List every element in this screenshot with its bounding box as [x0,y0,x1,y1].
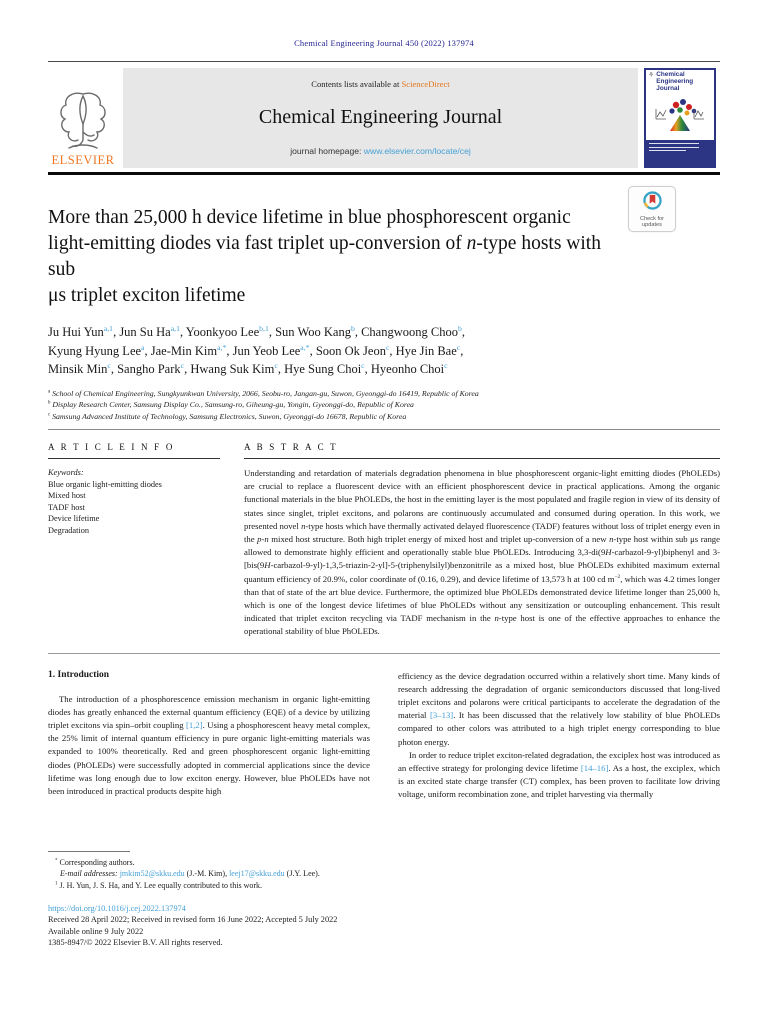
footnote-divider [48,851,130,852]
journal-title: Chemical Engineering Journal [258,106,503,128]
footnote-contribution: $^1$ J. H. Yun, J. S. Ha, and Y. Lee equally contributed to this work. [55,880,263,890]
abstract-heading: A B S T R A C T [244,442,338,452]
homepage-line [123,146,638,156]
elsevier-tree-icon [57,90,109,152]
abstract-column [244,442,720,639]
keyword-item: Degradation [48,525,90,535]
affiliation-c: $^c$ Samsung Advanced Institute of Technology, Samsung Electronics, Suwon, Gyeonggi-do 16678, Republic of Korea [48,411,407,421]
body-column-right [398,670,720,802]
contents-line [123,79,638,89]
affiliations-divider [48,429,720,430]
keyword-item: Device lifetime [48,514,100,523]
check-updates-icon [642,190,663,216]
sciencedirect-link[interactable]: ScienceDirect [401,79,450,89]
keywords-label: Keywords: [48,468,84,477]
elsevier-logo[interactable] [48,68,118,168]
available-online: Available online 9 July 2022 [48,926,144,936]
body-column-left [48,670,370,802]
homepage-link[interactable]: www.elsevier.com/locate/cej [363,146,471,156]
cover-tree-icon: ⚘ [648,71,655,79]
keyword-item: Blue organic light-emitting diodes [48,479,162,489]
affiliations [48,388,720,423]
article-info-heading: A R T I C L E I N F O [48,442,175,452]
journal-cover-thumbnail[interactable] [644,68,716,168]
authors-line: Ju Hui Yun$^{a,1}$, Jun Su Ha$^{a,1}$, Yoonkyoo Lee$^{b,1}$, Sun Woo Kang$^b$, Changwoong Choo$^b$, Kyung Hyung Lee$^a$, Jae-Min Kim$^{a,*}$, Jun Yeob Lee$^{a,*}$, Soon Ok Jeon$^c$, Hye Jin Bae$^c$, Minsik Min$^c$, Sangho Park$^c$, Hwang Suk Kim$^c$, Hye Sung Choi$^c$, Hyeonho Choi$^c$ [48,323,465,376]
affiliation-b: $^b$ Display Research Center, Samsung Display Co., Samsung-ro, Giheung-gu, Yongin, Gyeonggi-do, Republic of Korea [48,400,414,409]
introduction-heading: 1. Introduction [48,669,110,680]
elsevier-wordmark: ELSEVIER [51,153,115,167]
doi-link[interactable]: https://doi.org/10.1016/j.cej.2022.137974 [48,903,186,913]
abstract-text: Understanding and retardation of materials degradation phenomena in blue phosphorescent organic-light emitting diodes (PhOLEDs) are crucial to replace a fluorescent device with an efficient phosphorescent device in practical applications. Among the organic functional materials in the blue PhOLEDs, the host in the emitting layer is the most populated and fragile region in view of its density of states since singlet, triplet excitons, and polarons are continuously accumulated and consumed during operation. In this work, we presented novel n-type hosts which have thermally activated delayed fluorescence (TADF) features without loss of triplet energy even in the p-n mixed host structure. Both high triplet energy of mixed host and triplet up-conversion of a new n-type host within sub μs range allowed to demonstrate highly efficient and operationally stable blue PhOLEDs. Introducing 3,3-di(9H-carbazol-9-yl)biphenyl and 3-[bis(9H-carbazol-9-yl)-1,3,5-triazin-2-yl]-5-(triphenylsilyl)benzonitrile as a mixed host, blue PhOLEDs exhibited maximum external quantum efficiency of 20.9%, color coordinate of (0.16, 0.29), and device lifetime of 13,573 h at 100 cd $m^{-2}$, which was 4.2 times longer than that of state of the art blue device. Furthermore, the optimized blue PhOLEDs demonstrated device lifetime longer than 25,000 h, which is one of the longest device lifetimes of blue PhOLEDs without any sensitization or outcoupling enhancement. This result indicated that triplet exciton recycling via TADF mechanism in the n-type host is one of the effective approaches to enhance the operational stability of blue PhOLEDs. [244,468,721,637]
article-info-rule [48,458,220,459]
masthead [48,68,720,168]
cover-header [646,70,714,92]
masthead-band [123,68,638,168]
abstract-bottom-divider [48,653,720,654]
intro-paragraph: efficiency as the device degradation occurred within a relatively short time. Many kinds of research addressing the degradation of organic semiconductors discussed that long-lived triplet excitons and polarons were critical participants to accelerate the degradation of the material [3–13]. It has been discussed that the relatively low stability of blue PhOLEDs compared to other colors was attributed to a high triplet energy corresponding to blue photon energy. [398,670,720,747]
contents-prefix: Contents lists available at [311,79,402,89]
footnote-corresponding: * Corresponding authors. [55,858,135,867]
received-dates: Received 28 April 2022; Received in revised form 16 June 2022; Accepted 5 July 2022 [48,915,338,925]
affiliation-a: $^a$ School of Chemical Engineering, Sungkyunkwan University, 2066, Seobu-ro, Jangan-gu, Suwon, Gyeonggi-do 16419, Republic of Korea [48,388,479,398]
info-abstract-section [48,442,720,639]
keyword-item: Mixed host [48,491,86,500]
top-divider [48,61,720,62]
article-title: More than 25,000 h device lifetime in blue phosphorescent organic light-emitting diodes via fast triplet up-conversion of n-type hosts with sub μs triplet exciton lifetime [48,207,601,306]
intro-paragraph: In order to reduce triplet exciton-related degradation, the exciplex host was introduced as an effective strategy for prolonging device lifetime [14–16]. As a host, the exciplex, which is an excited state charge transfer (CT) complex, has been proven to facilitate low driving voltage, uniform recombination zone, and triplet harvesting via thermally [398,749,720,800]
issn-copyright: 1385-8947/© 2022 Elsevier B.V. All rights reserved. [48,938,223,948]
cover-artwork [646,92,714,140]
check-updates-label: Check for updates [640,215,664,228]
masthead-divider [48,172,720,175]
check-for-updates-badge[interactable] [628,186,676,232]
body-columns [48,670,720,802]
cover-footer [646,140,714,166]
homepage-prefix: journal homepage: [290,146,364,156]
page-citation: Chemical Engineering Journal 450 (2022) 137974 [294,38,474,48]
journal-cover-column [644,68,720,168]
footer-block [48,851,720,949]
keyword-item: TADF host [48,502,85,512]
article-info-column [48,442,220,639]
footnote-emails: E-mail addresses: jmkim52@skku.edu (J.-M. Kim), leej17@skku.edu (J.Y. Lee). [60,869,320,879]
abstract-rule [244,458,720,459]
intro-paragraph: The introduction of a phosphorescence emission mechanism in organic light-emitting diodes has greatly enhanced the external quantum efficiency (EQE) of a device by utilizing triplet excitons via spin–orbit coupling [1,2]. Using a phosphorescent heavy metal complex, the 25% limit of internal quantum efficiency in pure organic light-emitting materials was expanded to 100% theoretically. Red and green phosphorescent organic light-emitting diodes (PhOLEDs) were successfully adopted in commercial applications since the device lifetime was long enough due to low exciton energy. However, blue PhOLEDs have not been introduced in practical products despite high [48,693,370,797]
cover-title: Chemical Engineering Journal [656,71,694,92]
